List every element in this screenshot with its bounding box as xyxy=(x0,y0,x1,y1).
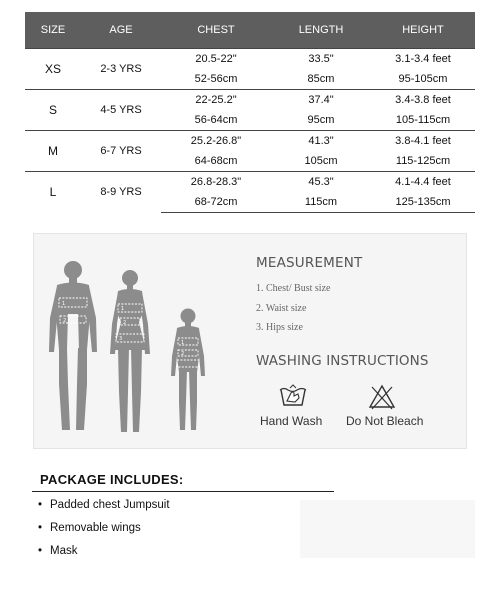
chest-cm-cell: 52-56cm xyxy=(194,72,238,85)
figure-marker: 2 xyxy=(123,320,127,326)
chest-cm-cell: 56-64cm xyxy=(194,113,238,126)
figure-marker: 2 xyxy=(63,318,67,324)
man-silhouette-icon xyxy=(49,261,97,430)
measurement-title: MEASUREMENT xyxy=(256,255,363,271)
woman-silhouette-icon xyxy=(110,270,150,432)
chest-cm-cell: 68-72cm xyxy=(161,192,271,213)
header-length: LENGTH xyxy=(271,12,371,48)
height-feet-cell: 3.1-3.4 feet xyxy=(371,48,475,69)
bullet-icon: • xyxy=(38,545,43,557)
measurement-list xyxy=(256,279,330,338)
height-cm-cell: 125-135cm xyxy=(371,192,475,213)
height-cm-cell: 105-115cm xyxy=(395,113,451,126)
package-item-label: Removable wings xyxy=(50,522,141,534)
package-divider xyxy=(32,491,334,492)
length-inch-cell: 45.3" xyxy=(271,171,371,192)
size-cell: S xyxy=(25,89,81,130)
height-feet-cell: 4.1-4.4 feet xyxy=(371,171,475,192)
length-inch-cell: 41.3" xyxy=(271,130,371,151)
list-item xyxy=(38,542,170,565)
length-cm-cell: 105cm xyxy=(304,154,338,167)
header-size: SIZE xyxy=(25,12,81,48)
figure-marker: 2 xyxy=(181,351,185,357)
height-cm-cell: 95-105cm xyxy=(398,72,448,85)
list-item xyxy=(38,496,170,519)
chest-inch-cell: 20.5-22" xyxy=(161,48,271,69)
figure-marker: 1 xyxy=(121,306,125,312)
list-item: 3. Hips size xyxy=(256,322,303,333)
chest-inch-cell: 25.2-26.8" xyxy=(161,130,271,151)
length-inch-cell: 37.4" xyxy=(271,89,371,110)
header-chest: CHEST xyxy=(161,12,271,48)
figure-marker: 1 xyxy=(181,340,185,346)
chest-cm-cell: 64-68cm xyxy=(194,154,238,167)
bullet-icon: • xyxy=(38,522,43,534)
height-feet-cell: 3.8-4.1 feet xyxy=(371,130,475,151)
table-row xyxy=(25,171,475,192)
length-inch-cell: 33.5" xyxy=(271,48,371,69)
hand-wash-label: Hand Wash xyxy=(260,414,323,428)
washing-instructions-title: WASHING INSTRUCTIONS xyxy=(256,353,429,369)
length-cm-cell: 85cm xyxy=(307,72,335,85)
chest-inch-cell: 22-25.2" xyxy=(161,89,271,110)
header-height: HEIGHT xyxy=(371,12,475,48)
hand-wash-icon xyxy=(279,384,307,408)
length-cm-cell: 115cm xyxy=(271,192,371,213)
size-cell: M xyxy=(25,130,81,171)
size-cell: L xyxy=(25,171,81,212)
figure-marker: 3 xyxy=(119,336,123,342)
child-silhouette-icon xyxy=(171,309,205,431)
package-item-label: Padded chest Jumpsuit xyxy=(50,499,170,511)
package-background-shade xyxy=(300,500,475,558)
do-not-bleach-icon xyxy=(368,384,396,410)
age-cell: 8-9 YRS xyxy=(81,171,161,212)
body-measurement-figures xyxy=(44,252,214,444)
age-cell: 6-7 YRS xyxy=(81,130,161,171)
table-row xyxy=(25,48,475,69)
do-not-bleach-label: Do Not Bleach xyxy=(346,414,424,428)
table-row xyxy=(25,130,475,151)
list-item: 1. Chest/ Bust size xyxy=(256,283,331,294)
age-cell: 4-5 YRS xyxy=(81,89,161,130)
bullet-icon: • xyxy=(38,499,43,511)
list-item: 2. Waist size xyxy=(256,302,307,314)
package-list xyxy=(38,496,170,565)
package-item-label: Mask xyxy=(50,545,78,557)
height-feet-cell: 3.4-3.8 feet xyxy=(371,89,475,110)
figure-marker: 1 xyxy=(62,301,66,307)
length-cm-cell: 95cm xyxy=(307,113,335,126)
age-cell: 2-3 YRS xyxy=(81,48,161,89)
package-includes-title: PACKAGE INCLUDES: xyxy=(40,472,184,487)
size-chart-header-row xyxy=(25,12,475,48)
header-age: AGE xyxy=(81,12,161,48)
measurement-info-panel xyxy=(33,233,467,449)
chest-inch-cell: 26.8-28.3" xyxy=(161,171,271,192)
list-item xyxy=(38,519,170,542)
size-chart-table xyxy=(25,12,475,213)
table-row xyxy=(25,89,475,110)
height-cm-cell: 115-125cm xyxy=(395,154,451,167)
size-cell: XS xyxy=(25,48,81,89)
